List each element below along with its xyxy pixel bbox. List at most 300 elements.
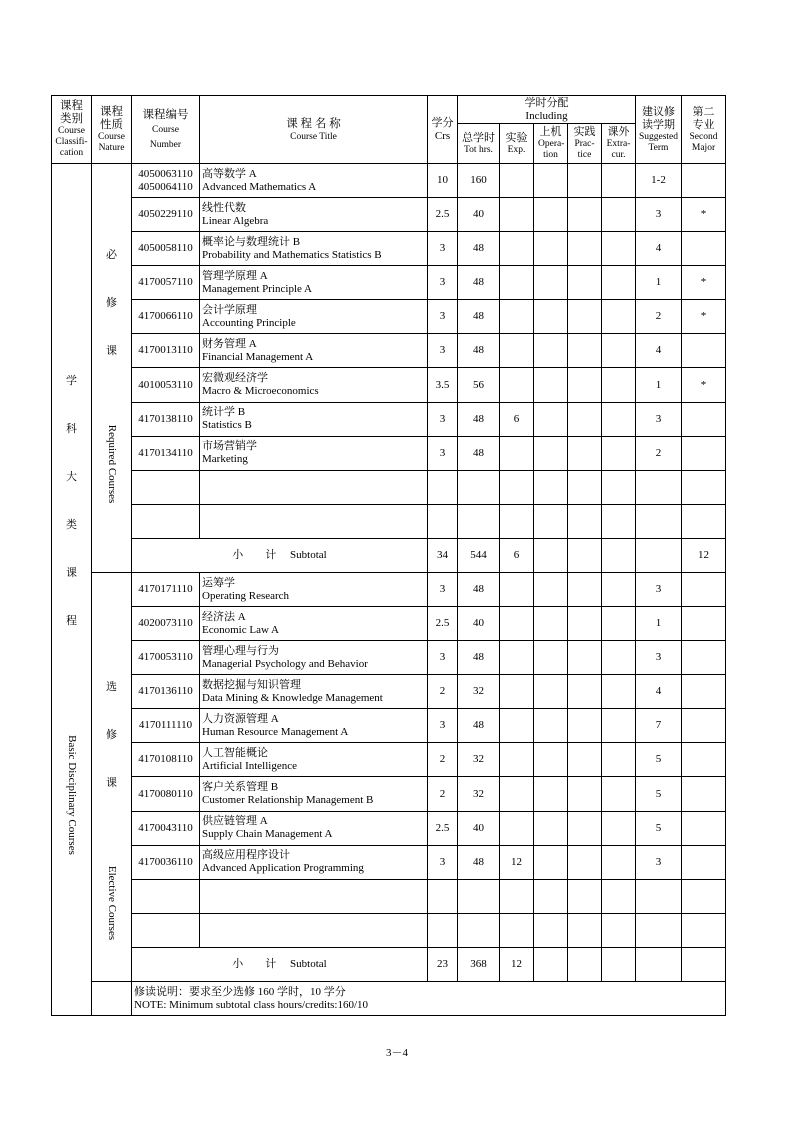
course-title: [200, 641, 428, 675]
credits: 2: [428, 777, 458, 811]
required-nature-cell-char: 必: [106, 249, 117, 261]
subtotal-label: 小 计 Subtotal: [132, 947, 428, 981]
experiment-hours: [500, 232, 534, 266]
classification-cell-char: 程: [66, 614, 77, 627]
suggested-term: 5: [636, 811, 682, 845]
course-title-en: Economic Law A: [202, 623, 279, 636]
blank-cell: [458, 879, 500, 913]
header-exp-cn: 实验: [505, 131, 528, 144]
header-term-en: Suggested Term: [638, 131, 679, 153]
header-second-major: [682, 96, 726, 164]
course-title: [200, 232, 428, 266]
header-credits-cn: 学分: [431, 116, 454, 129]
second-major: *: [682, 300, 726, 334]
blank-cell: [682, 879, 726, 913]
experiment-hours: [500, 334, 534, 368]
blank-cell: [458, 913, 500, 947]
experiment-hours: [500, 300, 534, 334]
operation-hours: [534, 300, 568, 334]
extracurricular-hours: [602, 334, 636, 368]
course-title-en: Operating Research: [202, 589, 290, 602]
subtotal-experiment-hours: 6: [500, 538, 534, 572]
operation-hours: [534, 641, 568, 675]
practice-hours: [568, 607, 602, 641]
credits: 10: [428, 164, 458, 198]
blank-cell: [534, 913, 568, 947]
blank-cell: [682, 504, 726, 538]
credits: 3: [428, 266, 458, 300]
suggested-term: 1-2: [636, 164, 682, 198]
course-title-en: Macro & Microeconomics: [202, 385, 319, 397]
course-number: 4170053110: [132, 641, 200, 675]
course-row: [52, 198, 726, 232]
practice-hours: [568, 709, 602, 743]
blank-cell: [428, 470, 458, 504]
elective-nature-cell-english: Elective Courses: [105, 865, 118, 941]
required-nature-cell: [92, 164, 132, 573]
extracurricular-hours: [602, 198, 636, 232]
course-row: [52, 368, 726, 402]
extracurricular-hours: [602, 436, 636, 470]
course-number: 4170013110: [132, 334, 200, 368]
classification-cell-char: 课: [66, 566, 77, 579]
experiment-hours: [500, 743, 534, 777]
course-title-en: Management Principle A: [202, 282, 312, 295]
blank-cell: [200, 504, 428, 538]
blank-cell: [682, 913, 726, 947]
course-title-en: Advanced Mathematics A: [202, 180, 317, 193]
course-title-en: Managerial Psychology and Behavior: [202, 657, 368, 670]
credits: 3: [428, 300, 458, 334]
extracurricular-hours: [602, 300, 636, 334]
course-title-cn: 供应链管理 A: [202, 815, 268, 828]
course-row: [52, 164, 726, 198]
operation-hours: [534, 607, 568, 641]
experiment-hours: [500, 641, 534, 675]
suggested-term: 4: [636, 232, 682, 266]
course-row: [52, 402, 726, 436]
suggested-term: 2: [636, 436, 682, 470]
operation-hours: [534, 368, 568, 402]
course-number: 4020073110: [132, 607, 200, 641]
header-extra: [602, 124, 636, 164]
blank-cell: [602, 470, 636, 504]
blank-cell: [500, 470, 534, 504]
second-major: [682, 164, 726, 198]
credits: 3: [428, 845, 458, 879]
suggested-term: 3: [636, 573, 682, 607]
note-nature-cell: [92, 982, 132, 1016]
suggested-term: 3: [636, 845, 682, 879]
suggested-term: 3: [636, 641, 682, 675]
second-major: [682, 641, 726, 675]
total-hours: 48: [458, 266, 500, 300]
header-second-en: Second Major: [689, 131, 718, 153]
blank-cell: [200, 913, 428, 947]
note-cn: 修读说明：要求至少选修 160 学时，10 学分: [134, 985, 346, 998]
header-exp-en: Exp.: [507, 144, 526, 155]
required-nature-cell-english: Required Courses: [105, 424, 118, 504]
course-title-cn: 管理学原理 A: [202, 269, 268, 282]
subtotal-total-hours: 544: [458, 538, 500, 572]
experiment-hours: 6: [500, 402, 534, 436]
blank-cell: [568, 913, 602, 947]
practice-hours: [568, 675, 602, 709]
course-title-en: Linear Algebra: [202, 214, 269, 227]
blank-cell: [428, 504, 458, 538]
classification-cell-char: 学: [66, 374, 77, 387]
course-title-en: Artificial Intelligence: [202, 759, 297, 772]
course-title-cn: 会计学原理: [202, 303, 257, 316]
header-prac-cn: 实践: [573, 126, 596, 138]
operation-hours: [534, 334, 568, 368]
course-number: 4010053110: [132, 368, 200, 402]
total-hours: 40: [458, 811, 500, 845]
practice-hours: [568, 334, 602, 368]
operation-hours: [534, 402, 568, 436]
extracurricular-hours: [602, 641, 636, 675]
total-hours: 48: [458, 573, 500, 607]
elective-nature-cell-char: 修: [106, 729, 117, 741]
total-hours: 32: [458, 743, 500, 777]
elective-nature-cell: [92, 573, 132, 982]
header-nature-cn: 课程性质: [100, 105, 123, 131]
header-tot-cn: 总学时: [462, 131, 495, 144]
blank-cell: [500, 913, 534, 947]
header-nature-en: Course Nature: [98, 131, 125, 153]
course-title: [200, 164, 428, 198]
course-title-en: Financial Management A: [202, 350, 314, 363]
second-major: [682, 232, 726, 266]
operation-hours: [534, 777, 568, 811]
header-title: [200, 96, 428, 164]
course-title-cn: 管理心理与行为: [202, 644, 279, 657]
experiment-hours: [500, 777, 534, 811]
experiment-hours: [500, 436, 534, 470]
operation-hours: [534, 675, 568, 709]
suggested-term: 5: [636, 777, 682, 811]
header-op-en: Opera-tion: [538, 139, 565, 160]
blank-row: [52, 879, 726, 913]
blank-cell: [682, 470, 726, 504]
course-title-cn: 客户关系管理 B: [202, 781, 279, 793]
course-title: [200, 675, 428, 709]
course-title-cn: 统计学 B: [202, 406, 246, 419]
course-title-cn: 经济法 A: [202, 610, 246, 623]
course-title-cn: 人力资源管理 A: [202, 712, 279, 725]
course-number: 4170134110: [132, 436, 200, 470]
extracurricular-hours: [602, 402, 636, 436]
blank-cell: [636, 470, 682, 504]
second-major: [682, 845, 726, 879]
course-row: [52, 607, 726, 641]
practice-hours: [568, 811, 602, 845]
header-nature: [92, 96, 132, 164]
experiment-hours: [500, 607, 534, 641]
blank-cell: [602, 879, 636, 913]
practice-hours: [568, 232, 602, 266]
extracurricular-hours: [602, 709, 636, 743]
header-classification: [52, 96, 92, 164]
operation-hours: [534, 811, 568, 845]
course-title-en: Accounting Principle: [202, 316, 296, 329]
second-major: [682, 777, 726, 811]
course-title-cn: 人工智能概论: [202, 746, 268, 759]
course-title-cn: 市场营销学: [202, 440, 257, 453]
course-number: 4170066110: [132, 300, 200, 334]
blank-cell: [428, 913, 458, 947]
experiment-hours: 12: [500, 845, 534, 879]
operation-hours: [534, 743, 568, 777]
blank-cell: [636, 504, 682, 538]
course-title-cn: 高级应用程序设计: [202, 849, 290, 862]
course-title: [200, 607, 428, 641]
blank-cell: [200, 879, 428, 913]
required-nature-cell-char: 课: [106, 345, 117, 357]
course-row: [52, 436, 726, 470]
course-title-en: Data Mining & Knowledge Management: [202, 691, 383, 704]
suggested-term: 2: [636, 300, 682, 334]
blank-cell: [636, 879, 682, 913]
course-number: 4050063110 4050064110: [132, 164, 200, 198]
experiment-hours: [500, 573, 534, 607]
classification-cell-char: 科: [66, 422, 77, 435]
experiment-hours: [500, 198, 534, 232]
extracurricular-hours: [602, 675, 636, 709]
second-major: [682, 334, 726, 368]
course-title: [200, 845, 428, 879]
operation-hours: [534, 266, 568, 300]
course-row: [52, 675, 726, 709]
course-title: [200, 266, 428, 300]
total-hours: 32: [458, 675, 500, 709]
practice-hours: [568, 266, 602, 300]
subtotal-experiment-hours: 12: [500, 947, 534, 981]
blank-cell: [534, 504, 568, 538]
header-title-cn: 课 程 名 称: [286, 118, 341, 130]
blank-cell: [534, 879, 568, 913]
note-en: NOTE: Minimum subtotal class hours/credits:160/10: [134, 998, 369, 1011]
header-number-cn: 课程编号: [142, 108, 189, 121]
subtotal-operation-hours: [534, 538, 568, 572]
note-cell: [132, 982, 726, 1016]
experiment-hours: [500, 266, 534, 300]
course-title: [200, 368, 428, 402]
course-row: [52, 811, 726, 845]
operation-hours: [534, 845, 568, 879]
course-number: 4170080110: [132, 777, 200, 811]
credits: 3: [428, 641, 458, 675]
required-nature-cell-char: 修: [106, 297, 117, 309]
course-number: 4170043110: [132, 811, 200, 845]
course-row: [52, 232, 726, 266]
operation-hours: [534, 573, 568, 607]
second-major: *: [682, 368, 726, 402]
total-hours: 160: [458, 164, 500, 198]
blank-cell: [568, 504, 602, 538]
course-title-en: Human Resource Management A: [202, 725, 349, 738]
header-classification-cn: 课程类别: [60, 100, 83, 125]
suggested-term: 1: [636, 266, 682, 300]
credits: 2: [428, 743, 458, 777]
course-title-cn: 概率论与数理统计 B: [202, 235, 301, 248]
operation-hours: [534, 198, 568, 232]
extracurricular-hours: [602, 266, 636, 300]
course-title-cn: 高等数学 A: [202, 167, 257, 180]
subtotal-second-major: 12: [682, 538, 726, 572]
subtotal-label: 小 计 Subtotal: [132, 538, 428, 572]
header-prac: [568, 124, 602, 164]
subtotal-practice-hours: [568, 538, 602, 572]
course-number: 4170036110: [132, 845, 200, 879]
elective-nature-cell-inner: [92, 573, 131, 981]
course-number: 4050058110: [132, 232, 200, 266]
credits: 2.5: [428, 198, 458, 232]
blank-cell: [132, 879, 200, 913]
course-row: [52, 743, 726, 777]
suggested-term: 1: [636, 607, 682, 641]
credits: 2.5: [428, 607, 458, 641]
elective-nature-cell-char: 课: [106, 777, 117, 789]
classification-cell-english: Basic Disciplinary Courses: [65, 734, 78, 855]
curriculum-table: [51, 95, 726, 1016]
header-extra-en: Extra-cur.: [606, 139, 631, 160]
total-hours: 32: [458, 777, 500, 811]
header-hours: [458, 96, 636, 124]
suggested-term: 3: [636, 198, 682, 232]
blank-row: [52, 504, 726, 538]
course-number: 4050229110: [132, 198, 200, 232]
subtotal-row: [52, 947, 726, 981]
blank-cell: [132, 913, 200, 947]
blank-cell: [132, 504, 200, 538]
practice-hours: [568, 164, 602, 198]
second-major: [682, 811, 726, 845]
course-title-cn: 宏微观经济学: [202, 372, 268, 384]
credits: 3: [428, 573, 458, 607]
experiment-hours: [500, 164, 534, 198]
total-hours: 48: [458, 436, 500, 470]
classification-cell-inner: [52, 165, 91, 1015]
extracurricular-hours: [602, 368, 636, 402]
course-title-en: Marketing: [202, 453, 248, 466]
course-title-cn: 数据挖掘与知识管理: [202, 678, 301, 691]
course-number: 4170057110: [132, 266, 200, 300]
practice-hours: [568, 300, 602, 334]
subtotal-operation-hours: [534, 947, 568, 981]
credits: 3: [428, 402, 458, 436]
practice-hours: [568, 436, 602, 470]
blank-cell: [458, 504, 500, 538]
course-row: [52, 573, 726, 607]
course-row: [52, 266, 726, 300]
extracurricular-hours: [602, 811, 636, 845]
course-title: [200, 436, 428, 470]
suggested-term: 4: [636, 334, 682, 368]
practice-hours: [568, 402, 602, 436]
blank-cell: [636, 913, 682, 947]
header-tot-en: Tot hrs.: [464, 144, 493, 155]
blank-cell: [500, 879, 534, 913]
practice-hours: [568, 573, 602, 607]
blank-cell: [500, 504, 534, 538]
second-major: *: [682, 198, 726, 232]
note-row: [52, 982, 726, 1016]
course-title-cn: 线性代数: [202, 201, 246, 214]
operation-hours: [534, 164, 568, 198]
total-hours: 48: [458, 641, 500, 675]
experiment-hours: [500, 368, 534, 402]
extracurricular-hours: [602, 777, 636, 811]
credits: 3: [428, 232, 458, 266]
blank-cell: [568, 879, 602, 913]
course-number: 4170136110: [132, 675, 200, 709]
course-title-en: Advanced Application Programming: [202, 862, 364, 875]
operation-hours: [534, 709, 568, 743]
course-title-cn: 运筹学: [202, 576, 235, 589]
second-major: [682, 743, 726, 777]
classification-cell-char: 类: [66, 518, 77, 531]
total-hours: 48: [458, 402, 500, 436]
extracurricular-hours: [602, 743, 636, 777]
header-op: [534, 124, 568, 164]
course-title: [200, 777, 428, 811]
header-extra-cn: 课外: [607, 126, 630, 138]
header-number-en: Course Number: [149, 124, 182, 150]
subtotal-row: [52, 538, 726, 572]
course-title: [200, 573, 428, 607]
subtotal-total-hours: 368: [458, 947, 500, 981]
classification-cell-char: 大: [66, 470, 77, 483]
credits: 2: [428, 675, 458, 709]
second-major: [682, 573, 726, 607]
total-hours: 48: [458, 300, 500, 334]
practice-hours: [568, 777, 602, 811]
header-title-en: Course Title: [290, 132, 337, 142]
operation-hours: [534, 436, 568, 470]
elective-nature-cell-char: 选: [106, 681, 117, 693]
course-title-en: Probability and Mathematics Statistics B: [202, 248, 382, 261]
header-credits-en: Crs: [434, 129, 451, 142]
header-prac-en: Prac-tice: [574, 139, 595, 160]
subtotal-suggested-term: [636, 538, 682, 572]
second-major: [682, 675, 726, 709]
subtotal-credits: 23: [428, 947, 458, 981]
required-nature-cell-inner: [92, 164, 131, 572]
suggested-term: 4: [636, 675, 682, 709]
extracurricular-hours: [602, 607, 636, 641]
course-title: [200, 811, 428, 845]
experiment-hours: [500, 709, 534, 743]
course-number: 4170111110: [132, 709, 200, 743]
header-term: [636, 96, 682, 164]
course-title: [200, 198, 428, 232]
blank-cell: [428, 879, 458, 913]
extracurricular-hours: [602, 164, 636, 198]
blank-cell: [568, 470, 602, 504]
course-number: 4170171110: [132, 573, 200, 607]
blank-cell: [458, 470, 500, 504]
header-op-cn: 上机: [539, 126, 562, 138]
practice-hours: [568, 845, 602, 879]
header-hours-cn: 学时分配: [524, 96, 569, 109]
course-row: [52, 845, 726, 879]
suggested-term: 1: [636, 368, 682, 402]
course-title: [200, 709, 428, 743]
total-hours: 48: [458, 845, 500, 879]
course-title-en: Statistics B: [202, 419, 252, 432]
practice-hours: [568, 198, 602, 232]
